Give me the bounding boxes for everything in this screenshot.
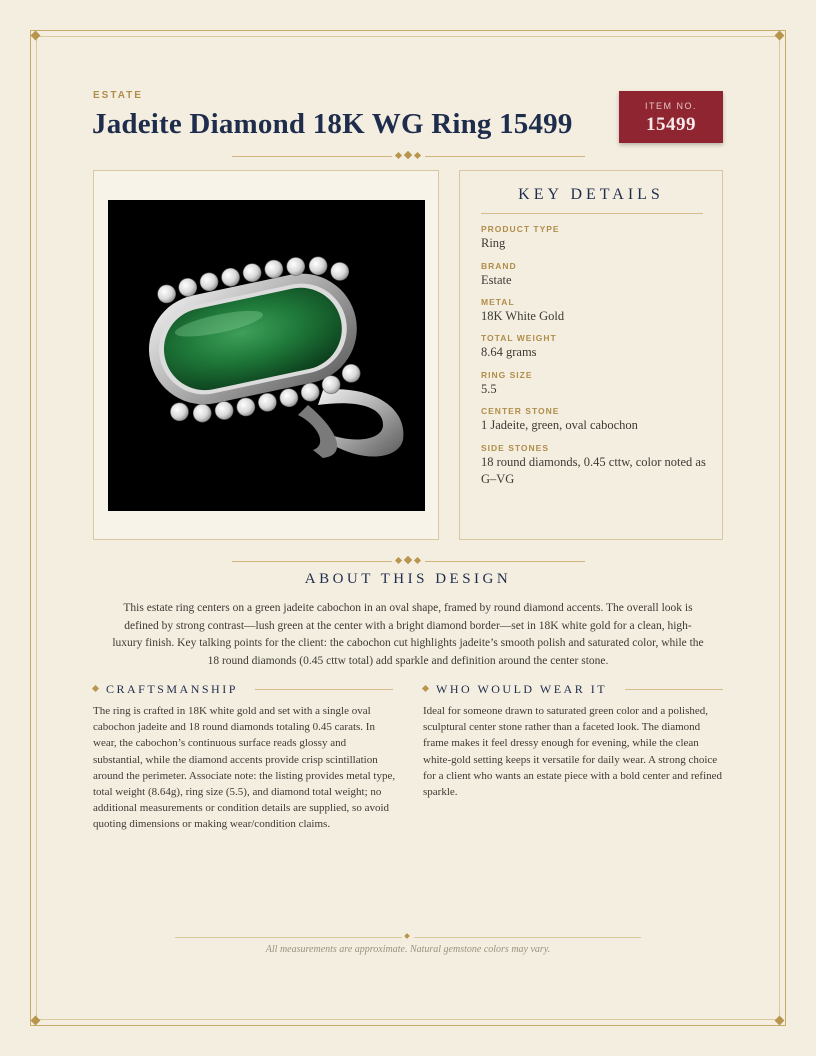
brand-kicker: ESTATE bbox=[93, 90, 143, 101]
detail-label: TOTAL WEIGHT bbox=[481, 333, 557, 343]
craftsmanship-heading: CRAFTSMANSHIP bbox=[106, 682, 238, 696]
key-details-heading: KEY DETAILS bbox=[518, 186, 664, 203]
item-number-value: 15499 bbox=[646, 114, 696, 135]
detail-value: 5.5 bbox=[481, 382, 497, 396]
footer-note: All measurements are approximate. Natural gemstone colors may vary. bbox=[265, 944, 551, 955]
detail-value: 1 Jadeite, green, oval cabochon bbox=[481, 418, 638, 432]
who-would-wear-heading: WHO WOULD WEAR IT bbox=[436, 682, 608, 696]
detail-value: 18 round diamonds, 0.45 cttw, color noted as G–VG bbox=[481, 455, 706, 486]
detail-product-type bbox=[481, 224, 709, 252]
item-number-badge bbox=[619, 91, 723, 143]
item-number-label: ITEM NO. bbox=[645, 101, 697, 111]
craftsmanship-rule bbox=[255, 689, 393, 690]
craftsmanship-text: The ring is crafted in 18K white gold and set with a single oval cabochon jadeite and 18 round diamonds totaling 0.45 carats. In wear, the cabochon’s continuous surface reads glossy and substantial, while the diamond accents provide crisp scintillation around the perimeter. Associate note: the listing provides metal type, total weight (8.64g), ring size (5.5), and diamond total weight; no additional measurements or condition details are supplied, so avoid quoting dimensions or making wear/condition claims. bbox=[93, 705, 396, 831]
detail-value: 8.64 grams bbox=[481, 345, 537, 359]
detail-value: 18K White Gold bbox=[481, 309, 565, 323]
detail-label: RING SIZE bbox=[481, 370, 533, 380]
page-title: Jadeite Diamond 18K WG Ring 15499 bbox=[92, 108, 573, 140]
who-would-wear-rule bbox=[625, 689, 723, 690]
detail-label: SIDE STONES bbox=[481, 443, 549, 453]
detail-label: METAL bbox=[481, 297, 515, 307]
detail-side-stones bbox=[481, 443, 709, 488]
detail-center-stone bbox=[481, 406, 709, 434]
product-photo bbox=[108, 200, 425, 511]
key-details-card bbox=[459, 170, 723, 540]
jadeite-ring-image bbox=[108, 200, 425, 511]
about-heading: ABOUT THIS DESIGN bbox=[304, 571, 512, 587]
detail-brand bbox=[481, 261, 709, 289]
about-text: This estate ring centers on a green jadeite cabochon in an oval shape, framed by round diamond accents. The overall look is defined by strong contrast—lush green at the center with a bright diamond border—set in 18K white gold for a clean, high-luxury finish. Key talking points for the client: the cabochon cut highlights jadeite’s smooth polish and saturated color, while the 18 round diamonds (0.45 cttw total) add sparkle and definition around the center stone. bbox=[112, 602, 704, 667]
detail-total-weight bbox=[481, 333, 709, 361]
detail-metal bbox=[481, 297, 709, 325]
detail-ring-size bbox=[481, 370, 709, 398]
key-details-rule bbox=[481, 213, 703, 214]
who-would-wear-text: Ideal for someone drawn to saturated green color and a polished, sculptural center stone rather than a faceted look. The diamond frame makes it feel dressy enough for evening, while the clean white-gold setting keeps it versatile for daily wear. A strong choice for a client who wants an estate piece with a bold center and refined sparkle. bbox=[423, 705, 723, 799]
detail-label: BRAND bbox=[481, 261, 517, 271]
product-photo-card bbox=[93, 170, 439, 540]
detail-value: Ring bbox=[481, 236, 506, 250]
detail-value: Estate bbox=[481, 273, 512, 287]
detail-label: CENTER STONE bbox=[481, 406, 560, 416]
detail-label: PRODUCT TYPE bbox=[481, 224, 560, 234]
